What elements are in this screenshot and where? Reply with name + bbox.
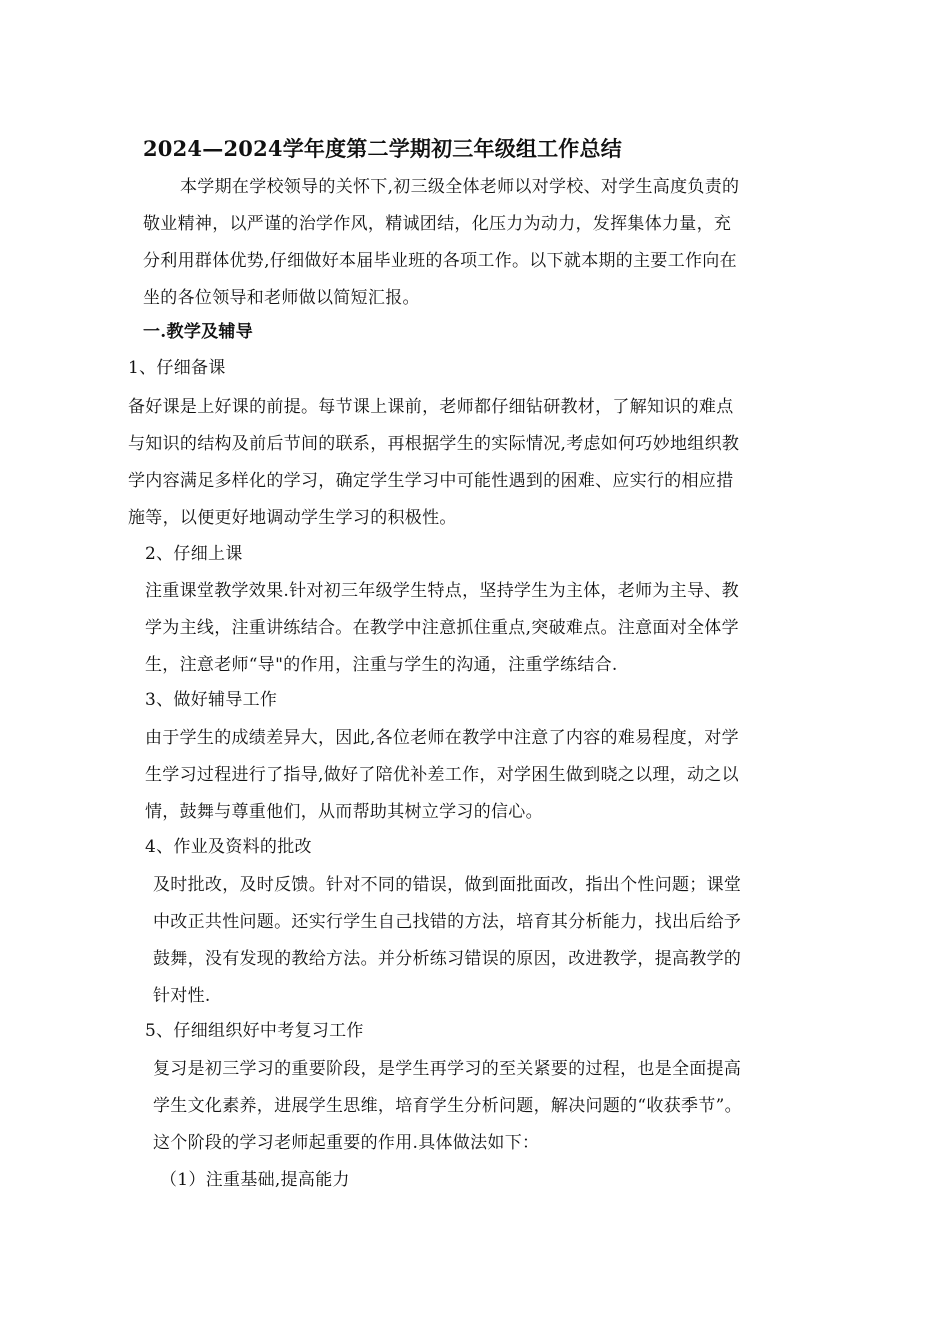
intro-line: 本学期在学校领导的关怀下,初三级全体老师以对学校、对学生高度负责的 — [180, 177, 740, 197]
item-heading: 1、仔细备课 — [128, 358, 226, 378]
paragraph-line: 中改正共性问题。还实行学生自己找错的方法，培育其分析能力，找出后给予 — [153, 912, 742, 932]
paragraph-line: 备好课是上好课的前提。每节课上课前，老师都仔细钻研教材，了解知识的难点 — [128, 397, 734, 417]
intro-line: 坐的各位领导和老师做以简短汇报。 — [143, 288, 420, 308]
paragraph-line: 情，鼓舞与尊重他们，从而帮助其树立学习的信心。 — [145, 802, 543, 822]
paragraph-line: 施等，以便更好地调动学生学习的积极性。 — [128, 508, 457, 528]
paragraph-line: 及时批改，及时反馈。针对不同的错误，做到面批面改，指出个性问题；课堂 — [153, 875, 742, 895]
subitem-heading: （1）注重基础,提高能力 — [160, 1170, 350, 1190]
paragraph-line: 生学习过程进行了指导,做好了陪优补差工作，对学困生做到晓之以理，动之以 — [145, 765, 739, 785]
document-title: 2024—2024学年度第二学期初三年级组工作总结 — [143, 136, 622, 161]
paragraph-line: 生，注意老师“导"的作用，注重与学生的沟通，注重学练结合. — [145, 655, 618, 675]
paragraph-line: 针对性. — [153, 986, 211, 1006]
paragraph-line: 注重课堂教学效果.针对初三年级学生特点，坚持学生为主体，老师为主导、教 — [145, 581, 739, 601]
item-heading: 2、仔细上课 — [145, 544, 243, 564]
item-heading: 3、做好辅导工作 — [145, 690, 278, 710]
paragraph-line: 复习是初三学习的重要阶段，是学生再学习的至关紧要的过程，也是全面提高 — [153, 1059, 742, 1079]
section-heading: 一.教学及辅导 — [143, 322, 254, 342]
item-heading: 4、作业及资料的批改 — [145, 837, 312, 857]
paragraph-line: 学为主线，注重讲练结合。在教学中注意抓住重点,突破难点。注意面对全体学 — [145, 618, 739, 638]
item-heading: 5、仔细组织好中考复习工作 — [145, 1021, 364, 1041]
paragraph-line: 由于学生的成绩差异大，因此,各位老师在教学中注意了内容的难易程度，对学 — [145, 728, 739, 748]
paragraph-line: 鼓舞，没有发现的教给方法。并分析练习错误的原因，改进教学，提高教学的 — [153, 949, 742, 969]
intro-line: 敬业精神，以严谨的治学作风，精诚团结，化压力为动力，发挥集体力量，充 — [143, 214, 732, 234]
paragraph-line: 学内容满足多样化的学习，确定学生学习中可能性遇到的困难、应实行的相应措 — [128, 471, 734, 491]
paragraph-line: 学生文化素养，进展学生思维，培育学生分析问题，解决问题的“收获季节”。 — [153, 1096, 742, 1116]
paragraph-line: 这个阶段的学习老师起重要的作用.具体做法如下： — [153, 1133, 540, 1153]
paragraph-line: 与知识的结构及前后节间的联系，再根据学生的实际情况,考虑如何巧妙地组织教 — [128, 434, 740, 454]
intro-line: 分利用群体优势,仔细做好本届毕业班的各项工作。以下就本期的主要工作向在 — [143, 251, 737, 271]
